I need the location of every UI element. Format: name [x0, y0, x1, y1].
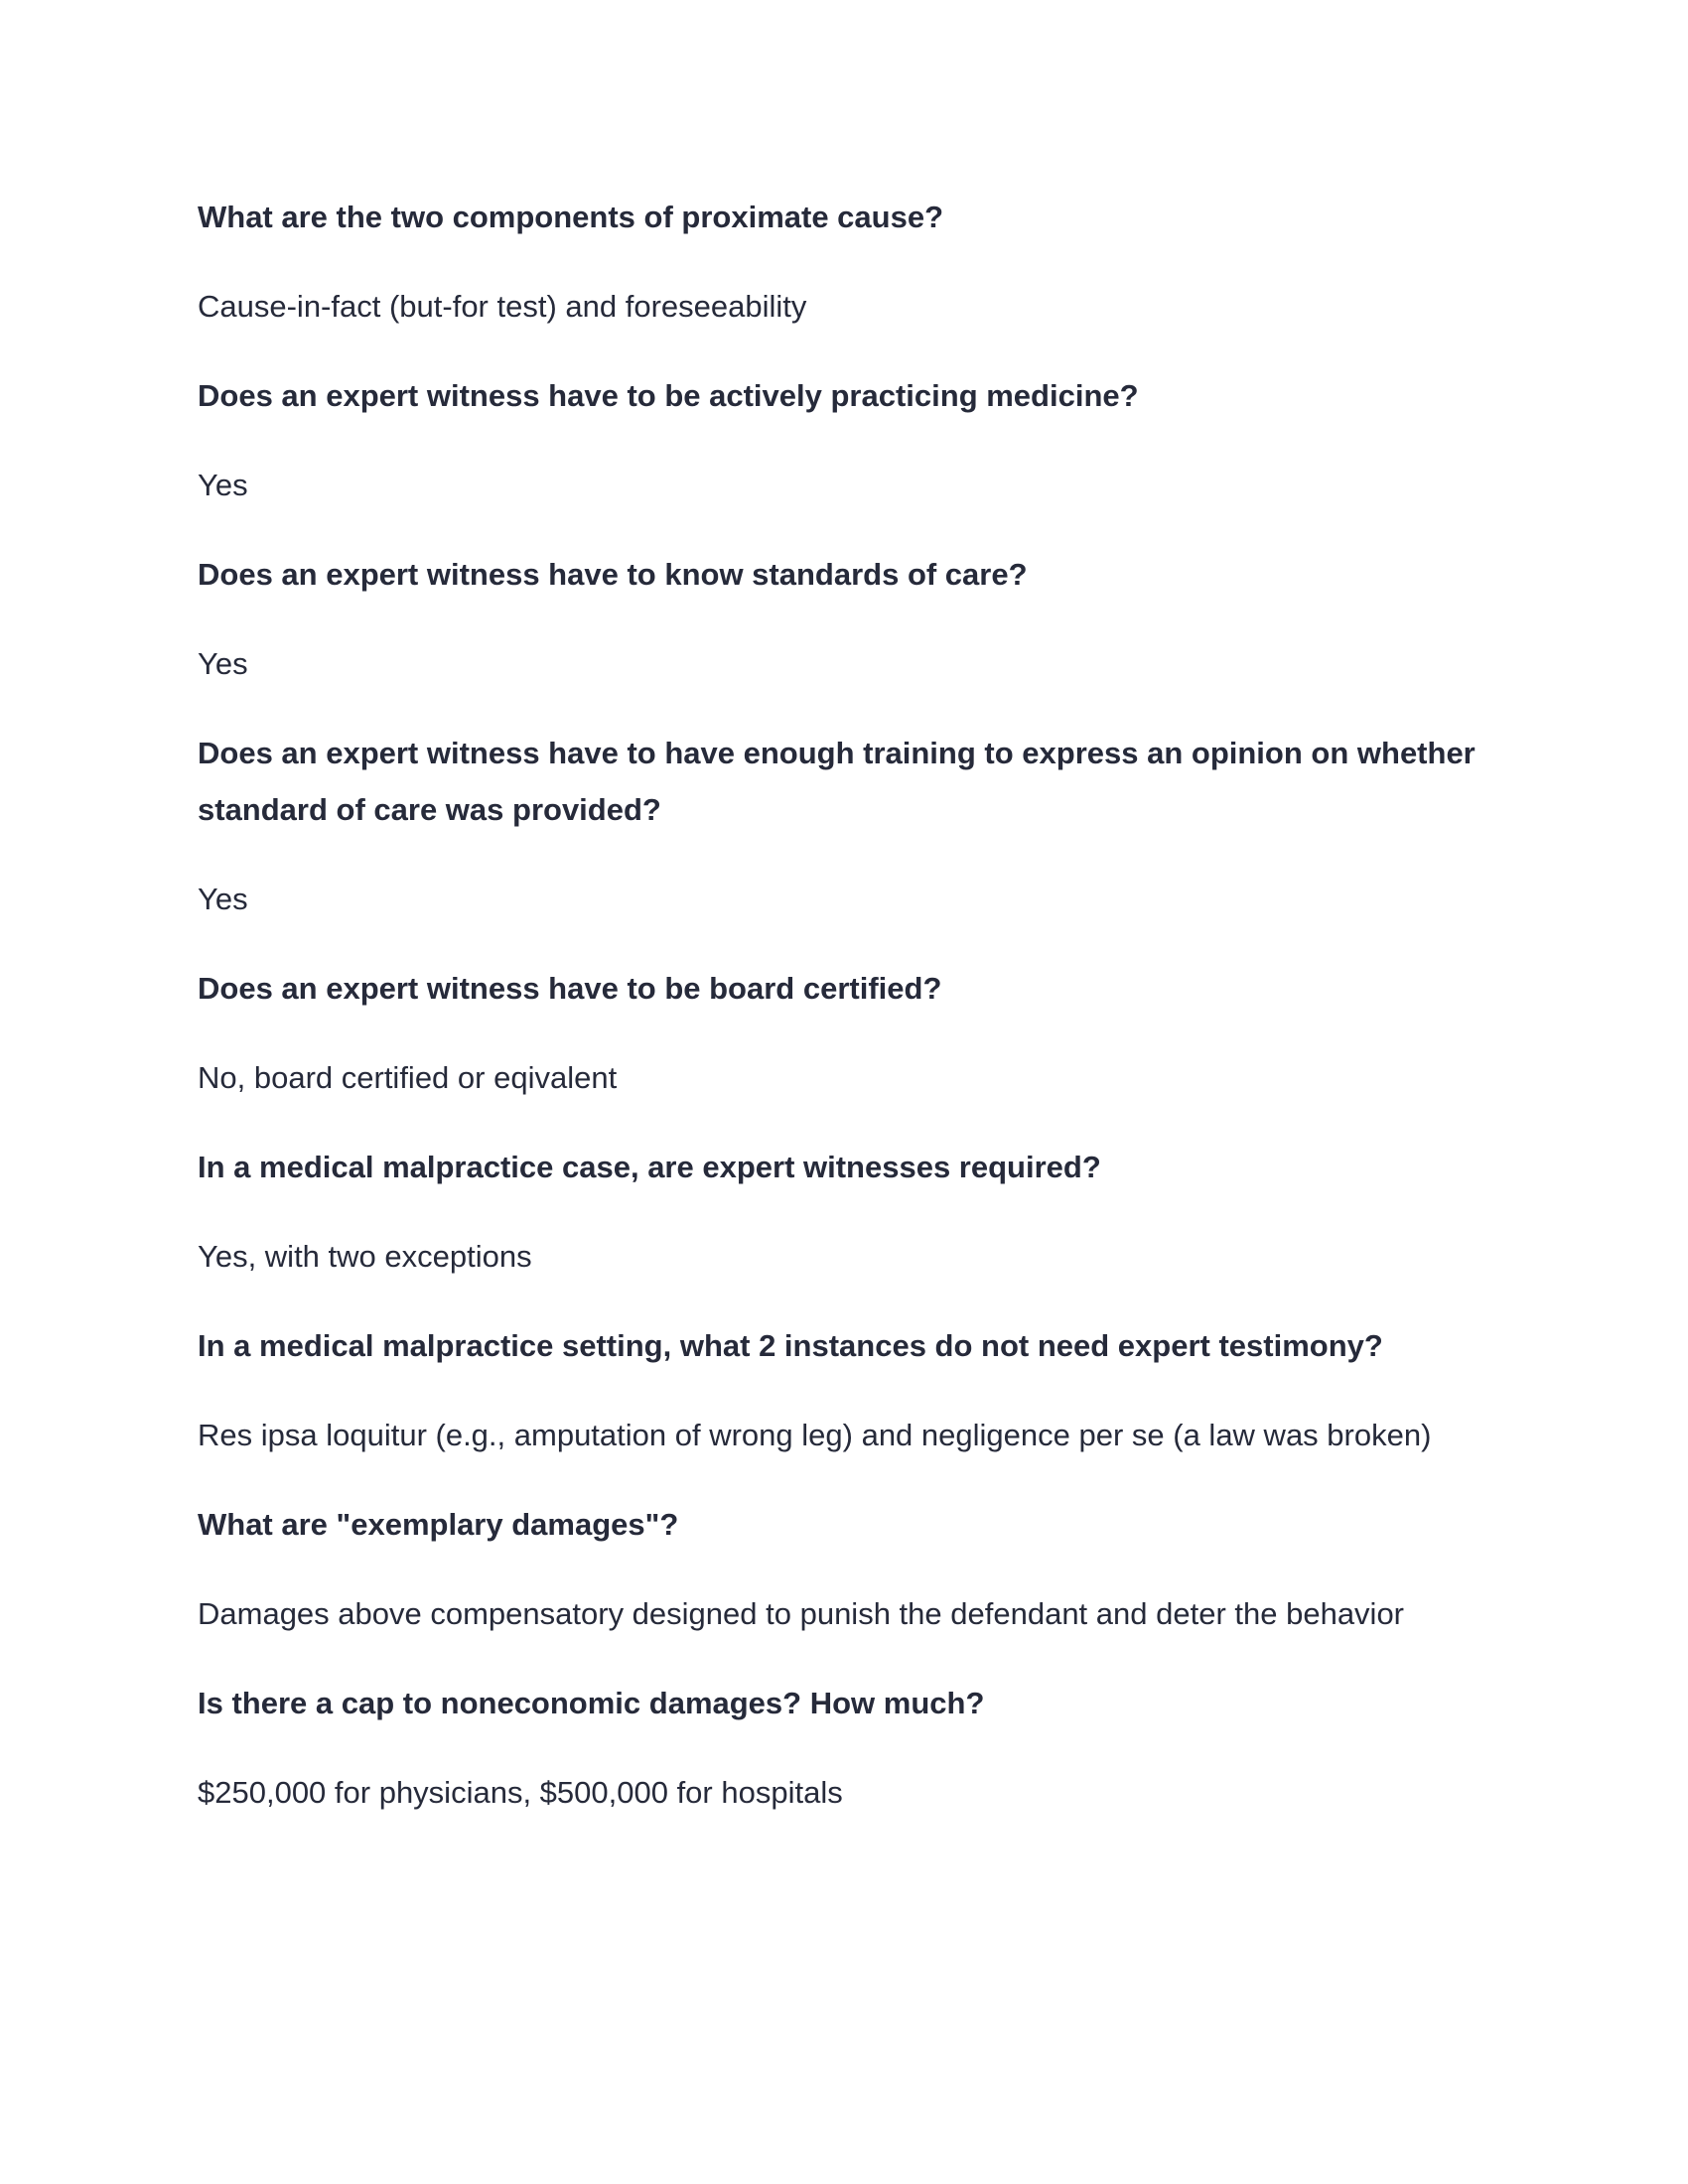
- answer: Res ipsa loquitur (e.g., amputation of wrong leg) and negligence per se (a law was broken): [198, 1418, 1432, 1452]
- question: Is there a cap to noneconomic damages? How much?: [198, 1686, 985, 1720]
- question: Does an expert witness have to be board certified?: [198, 971, 942, 1006]
- answer: Yes: [198, 646, 248, 681]
- question: What are the two components of proximate cause?: [198, 200, 944, 234]
- answer: Yes, with two exceptions: [198, 1239, 532, 1274]
- answer: Yes: [198, 468, 248, 502]
- answer: Damages above compensatory designed to punish the defendant and deter the behavior: [198, 1596, 1405, 1631]
- answer: Yes: [198, 882, 248, 916]
- question: Does an expert witness have to have enough training to express an opinion on whether standard of care was provided?: [198, 736, 1476, 827]
- document-page: [198, 189, 1488, 1853]
- question: In a medical malpractice case, are expert witnesses required?: [198, 1150, 1101, 1184]
- answer: No, board certified or eqivalent: [198, 1060, 618, 1095]
- answer: $250,000 for physicians, $500,000 for hospitals: [198, 1775, 843, 1810]
- question: Does an expert witness have to be actively practicing medicine?: [198, 378, 1139, 413]
- answer: Cause-in-fact (but-for test) and foreseeability: [198, 289, 807, 324]
- question: Does an expert witness have to know standards of care?: [198, 557, 1028, 592]
- question: In a medical malpractice setting, what 2 instances do not need expert testimony?: [198, 1328, 1383, 1363]
- question: What are "exemplary damages"?: [198, 1507, 679, 1542]
